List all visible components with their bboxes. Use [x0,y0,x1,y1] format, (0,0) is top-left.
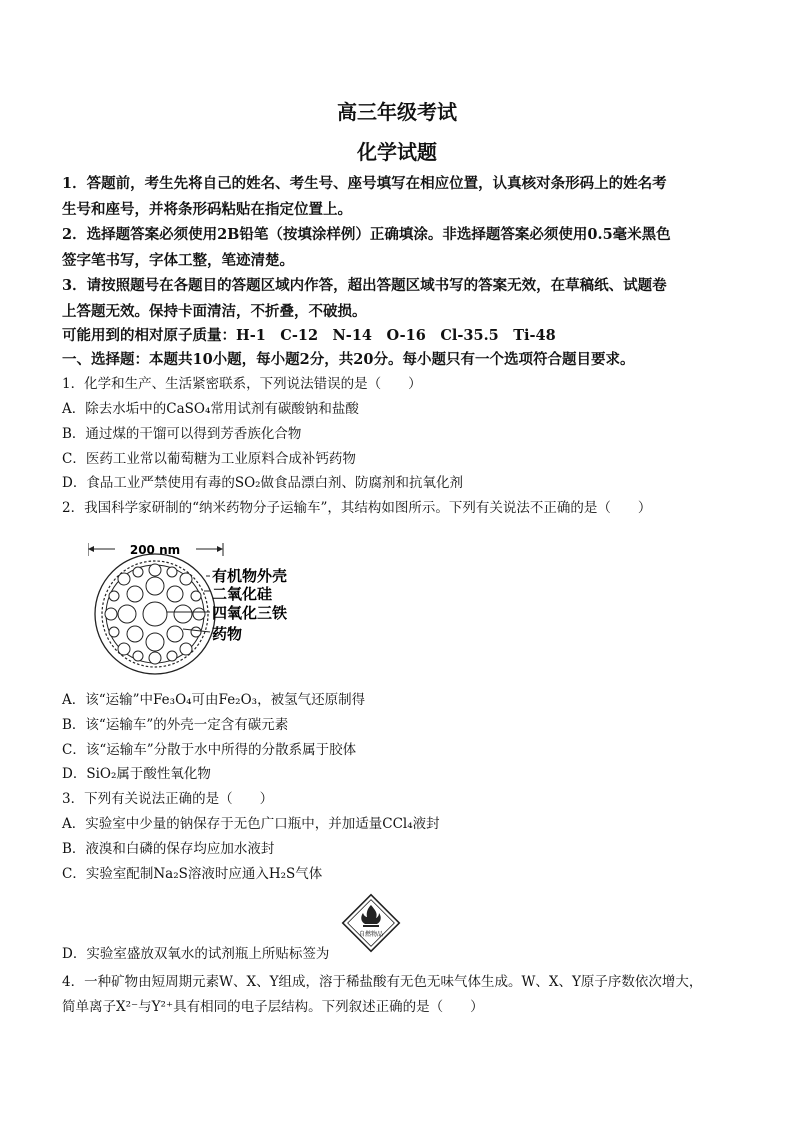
section-heading: 一、选择题：本题共10小题，每小题2分，共20分。每小题只有一个选项符合题目要求。 [62,351,635,368]
question-2-option-d: D．SiO₂属于酸性氧化物 [62,766,211,782]
question-2-option-a: A．该“运输”中Fe₃O₄可由Fe₂O₃，被氢气还原制得 [62,692,366,708]
question-3-option-c: C．实验室配制Na₂S溶液时应通入H₂S气体 [62,866,323,882]
label-iron-oxide: 四氧化三铁 [212,604,288,622]
question-4-line: 4．一种矿物由短周期元素W、X、Y组成，溶于稀盐酸有无色无味气体生成。W、X、Y原子序数依次增大， [62,974,703,990]
instruction-line: 签字笔书写，字体工整，笔迹清楚。 [62,252,294,269]
sign-label: 自燃物品 [358,931,384,938]
instruction-line: 3．请按照题号在各题目的答题区域内作答，超出答题区域书写的答案无效，在草稿纸、试题卷 [62,277,667,294]
question-3-option-d: D．实验室盛放双氧水的试剂瓶上所贴标签为 [62,946,330,962]
flammable-hazard-sign [341,893,401,953]
question-1-stem: 1．化学和生产、生活紧密联系，下列说法错误的是（ ） [62,376,422,392]
question-1-option-d: D．食品工业严禁使用有毒的SO₂做食品漂白剂、防腐剂和抗氧化剂 [62,475,464,491]
question-1-option-c: C．医药工业常以葡萄糖为工业原料合成补钙药物 [62,451,356,467]
instruction-line: 生号和座号，并将条形码粘贴在指定位置上。 [62,201,352,218]
question-3-option-b: B．液溴和白磷的保存均应加水液封 [62,841,275,857]
question-1-option-b: B．通过煤的干馏可以得到芳香族化合物 [62,426,302,442]
question-4-line: 简单离子X²⁻与Y²⁺具有相同的电子层结构。下列叙述正确的是（ ） [62,999,484,1015]
instruction-line: 上答题无效。保持卡面清洁，不折叠，不破损。 [62,303,367,320]
instruction-line: 1．答题前，考生先将自己的姓名、考生号、座号填写在相应位置，认真核对条形码上的姓名考 [62,175,667,192]
label-silica: 二氧化硅 [212,585,273,603]
atomic-masses: 可能用到的相对原子质量：H-1 C-12 N-14 O-16 Cl-35.5 Ti-48 [62,327,556,344]
question-3-option-a: A．实验室中少量的钠保存于无色广口瓶中，并加适量CCl₄液封 [62,816,440,832]
question-2-option-c: C．该“运输车”分散于水中所得的分散系属于胶体 [62,742,357,758]
exam-subtitle: 化学试题 [357,140,437,164]
label-drug: 药物 [212,625,243,643]
question-3-stem: 3．下列有关说法正确的是（ ） [62,791,274,807]
nano-carrier-diagram [88,536,318,678]
instruction-line: 2．选择题答案必须使用2B铅笔（按填涂样例）正确填涂。非选择题答案必须使用0.5毫米黑色 [62,226,671,243]
label-organic-shell: 有机物外壳 [212,567,288,585]
question-2-stem: 2．我国科学家研制的“纳米药物分子运输车”，其结构如图所示。下列有关说法不正确的是（ ） [62,500,652,516]
exam-title: 高三年级考试 [337,100,457,124]
question-1-option-a: A．除去水垢中的CaSO₄常用试剂有碳酸钠和盐酸 [62,401,359,417]
question-2-option-b: B．该“运输车”的外壳一定含有碳元素 [62,717,289,733]
scale-label: 200 nm [129,543,181,557]
